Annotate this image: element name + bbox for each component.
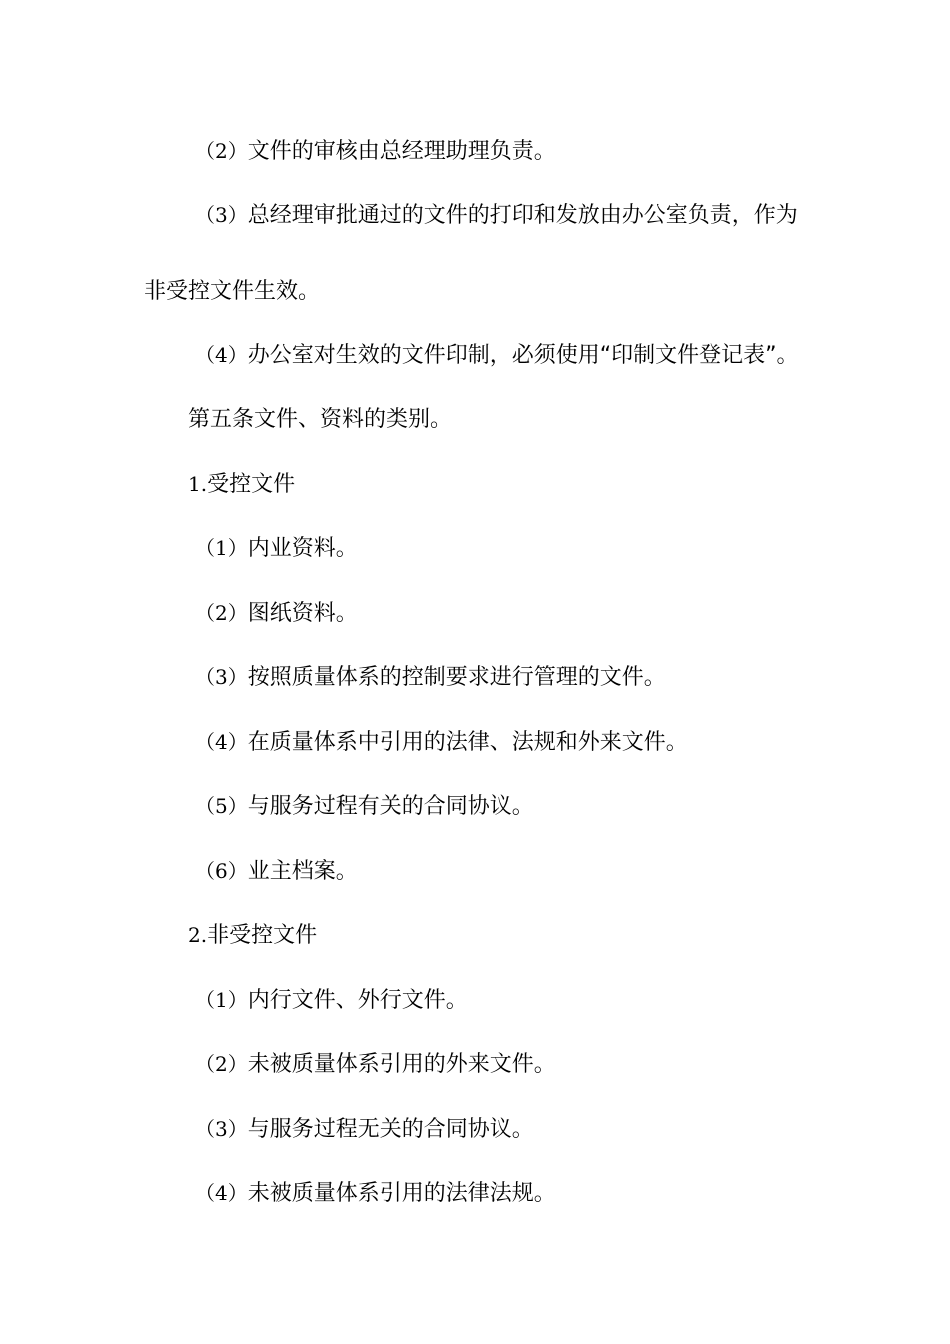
list-item xyxy=(195,791,534,822)
item-text: 与服务过程有关的合同协议。 xyxy=(247,794,534,819)
item-text: 未被质量体系引用的法律法规。 xyxy=(247,1181,556,1206)
list-item xyxy=(195,662,666,693)
item-number: 1. xyxy=(188,472,208,496)
item-number: （4） xyxy=(195,730,248,754)
item-text: 业主档案。 xyxy=(247,859,358,884)
item-number: （3） xyxy=(195,203,248,227)
item-number: （4） xyxy=(195,1181,248,1205)
paragraph-line xyxy=(144,276,320,307)
item-number: （3） xyxy=(195,1117,248,1141)
item-text: 文件的审核由总经理助理负责。 xyxy=(247,139,556,164)
item-text: 按照质量体系的控制要求进行管理的文件。 xyxy=(247,665,666,690)
list-item xyxy=(195,1114,534,1145)
item-number: （1） xyxy=(195,988,248,1012)
item-number: （3） xyxy=(195,665,248,689)
list-item xyxy=(195,856,358,887)
item-text: 图纸资料。 xyxy=(247,601,358,626)
subsection-heading xyxy=(188,920,317,951)
list-item xyxy=(195,985,468,1016)
item-number: （2） xyxy=(195,139,248,163)
item-number: （1） xyxy=(195,536,248,560)
item-number: 2. xyxy=(188,923,208,947)
paragraph-line xyxy=(195,136,556,167)
subsection-heading xyxy=(188,469,295,500)
item-number: （2） xyxy=(195,1052,248,1076)
item-text: 与服务过程无关的合同协议。 xyxy=(247,1117,534,1142)
item-text: 内业资料。 xyxy=(247,536,358,561)
item-text: 非受控文件 xyxy=(207,923,318,948)
list-item xyxy=(195,727,688,758)
list-item xyxy=(195,1178,556,1209)
list-item xyxy=(195,598,358,629)
item-number: （2） xyxy=(195,601,248,625)
item-text: 第五条文件、资料的类别。 xyxy=(188,407,453,432)
item-text: 在质量体系中引用的法律、法规和外来文件。 xyxy=(247,730,688,755)
item-number: （5） xyxy=(195,794,248,818)
paragraph-line xyxy=(195,340,799,371)
item-text: 办公室对生效的文件印制，必须使用“印制文件登记表”。 xyxy=(247,343,799,368)
item-number: （6） xyxy=(195,859,248,883)
item-text: 总经理审批通过的文件的打印和发放由办公室负责，作为 xyxy=(247,203,798,228)
item-text: 受控文件 xyxy=(207,472,296,497)
item-number: （4） xyxy=(195,343,248,367)
section-heading xyxy=(188,404,452,435)
item-text: 未被质量体系引用的外来文件。 xyxy=(247,1052,556,1077)
item-text: 内行文件、外行文件。 xyxy=(247,988,468,1013)
item-text: 非受控文件生效。 xyxy=(144,279,321,304)
list-item xyxy=(195,1049,556,1080)
paragraph-line xyxy=(195,200,798,231)
list-item xyxy=(195,533,358,564)
